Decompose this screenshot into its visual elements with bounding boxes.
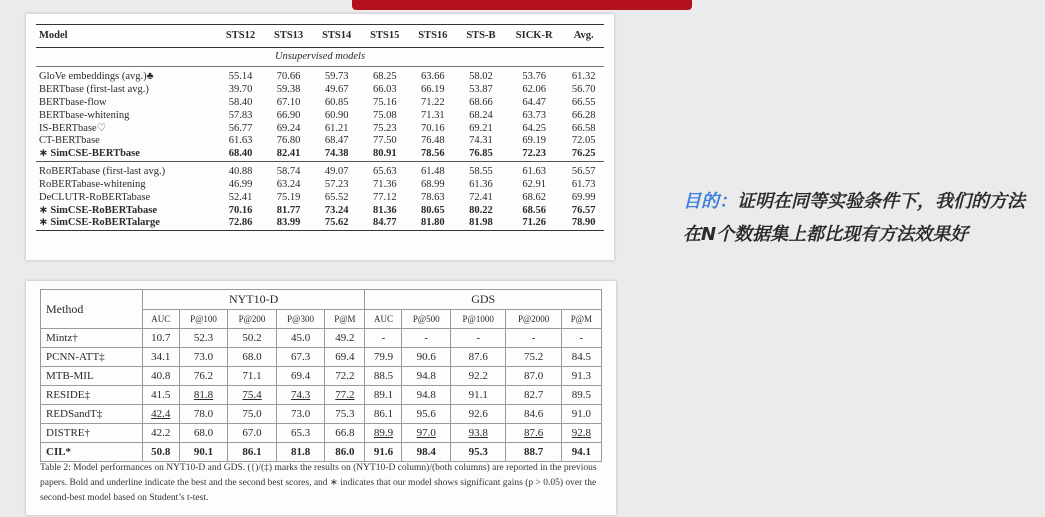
score-cell: 84.77 bbox=[372, 217, 397, 229]
score-cell: 80.65 bbox=[421, 204, 445, 216]
score-cell: 72.23 bbox=[522, 148, 546, 160]
score-cell: 78.90 bbox=[571, 217, 596, 229]
table-row bbox=[36, 135, 604, 148]
score-cell: 57.83 bbox=[228, 109, 253, 121]
table-row bbox=[41, 424, 602, 443]
score-cell: 64.47 bbox=[522, 96, 546, 108]
score-cell: 81.8 bbox=[179, 386, 228, 405]
score-cell: 73.0 bbox=[179, 348, 228, 367]
score-cell: 68.47 bbox=[324, 135, 349, 147]
score-cell: 67.10 bbox=[276, 96, 301, 108]
table-caption: Table 2: Model performances on NYT10-D and GDS. ({)/(‡) marks the results on (NYT10-D column)/(both columns) are reported in the previous papers. Bold and underline indicate the best and the second best scores, and ∗ indicates that our model shows significant gains (p > 0.05) over the second-best model based on Student’s t-test. bbox=[40, 463, 597, 503]
score-cell: 94.8 bbox=[402, 367, 451, 386]
score-cell: 66.90 bbox=[276, 109, 301, 121]
subheader-cell: P@1000 bbox=[451, 310, 506, 329]
subheader-cell: P@500 bbox=[402, 310, 451, 329]
score-cell: 70.16 bbox=[421, 122, 445, 134]
score-cell: 56.70 bbox=[571, 83, 596, 95]
score-cell: 53.76 bbox=[522, 71, 546, 82]
score-cell: 82.7 bbox=[506, 386, 561, 405]
score-cell: 66.19 bbox=[421, 83, 445, 95]
column-header: STS12 bbox=[225, 30, 256, 41]
score-cell: 61.73 bbox=[571, 178, 596, 190]
score-cell: 93.8 bbox=[451, 424, 506, 443]
score-cell: 84.5 bbox=[561, 348, 601, 367]
column-header: STS-B bbox=[466, 30, 496, 41]
score-cell: 76.48 bbox=[421, 135, 445, 147]
score-cell: 56.77 bbox=[228, 122, 253, 134]
table-row bbox=[36, 67, 604, 84]
score-cell: 95.6 bbox=[402, 405, 451, 424]
score-cell: 75.4 bbox=[228, 386, 277, 405]
relation-extraction-table-image bbox=[26, 281, 616, 515]
score-cell: 87.6 bbox=[451, 348, 506, 367]
score-cell: 88.5 bbox=[365, 367, 402, 386]
score-cell: 80.22 bbox=[469, 204, 493, 216]
method-name-cell: Mintz† bbox=[41, 329, 143, 348]
score-cell: 65.52 bbox=[324, 191, 349, 203]
score-cell: 91.6 bbox=[365, 443, 402, 462]
sts-results-table bbox=[36, 24, 604, 231]
score-cell: 60.90 bbox=[324, 109, 349, 121]
score-cell: 75.2 bbox=[506, 348, 561, 367]
score-cell: 49.67 bbox=[324, 83, 349, 95]
score-cell: 60.85 bbox=[324, 96, 349, 108]
sts-results-table-image bbox=[26, 14, 614, 260]
score-cell: 72.2 bbox=[325, 367, 365, 386]
score-cell: 62.91 bbox=[522, 178, 546, 190]
score-cell: 72.86 bbox=[228, 217, 253, 229]
column-header: STS13 bbox=[274, 30, 304, 41]
score-cell: 68.40 bbox=[228, 148, 253, 160]
column-header: STS14 bbox=[322, 30, 352, 41]
score-cell: 58.74 bbox=[276, 165, 301, 177]
score-cell: 90.1 bbox=[179, 443, 228, 462]
score-cell: 73.0 bbox=[276, 405, 325, 424]
score-cell: 61.32 bbox=[571, 71, 596, 82]
table-header-row bbox=[36, 25, 604, 48]
score-cell: - bbox=[402, 329, 451, 348]
method-name-cell: RESIDE‡ bbox=[41, 386, 143, 405]
group-header-gds: GDS bbox=[365, 290, 602, 310]
annotation-lead: 目的： bbox=[683, 191, 737, 212]
score-cell: 69.4 bbox=[276, 367, 325, 386]
annotation-body: 证明在同等实验条件下，我们的方法在N个数据集上都比现有方法效果好 bbox=[683, 191, 1025, 245]
table-row bbox=[41, 443, 602, 462]
score-cell: 58.02 bbox=[469, 71, 493, 82]
score-cell: 58.40 bbox=[228, 96, 253, 108]
score-cell: 75.3 bbox=[325, 405, 365, 424]
score-cell: 76.80 bbox=[276, 135, 301, 147]
score-cell: 50.8 bbox=[142, 443, 179, 462]
model-name-cell: ∗ SimCSE-RoBERTabase bbox=[39, 204, 158, 216]
score-cell: 77.2 bbox=[325, 386, 365, 405]
score-cell: 81.77 bbox=[276, 204, 301, 216]
score-cell: 90.6 bbox=[402, 348, 451, 367]
score-cell: 75.08 bbox=[372, 109, 397, 121]
score-cell: 91.0 bbox=[561, 405, 601, 424]
model-name-cell: BERTbase-whitening bbox=[39, 109, 130, 121]
score-cell: 78.63 bbox=[421, 191, 445, 203]
model-name-cell: BERTbase (first-last avg.) bbox=[39, 83, 149, 95]
subheader-cell: P@M bbox=[561, 310, 601, 329]
score-cell: 72.41 bbox=[469, 191, 493, 203]
score-cell: 89.1 bbox=[365, 386, 402, 405]
score-cell: 92.2 bbox=[451, 367, 506, 386]
score-cell: 91.1 bbox=[451, 386, 506, 405]
table-row bbox=[41, 329, 602, 348]
score-cell: 69.24 bbox=[276, 122, 301, 134]
group-header-nyt10d: NYT10-D bbox=[142, 290, 365, 310]
score-cell: 75.16 bbox=[372, 96, 397, 108]
model-name-cell: ∗ SimCSE-BERTbase bbox=[39, 148, 140, 160]
score-cell: 75.62 bbox=[324, 217, 349, 229]
column-header: Model bbox=[39, 30, 68, 41]
score-cell: 77.50 bbox=[372, 135, 397, 147]
score-cell: 68.56 bbox=[522, 204, 546, 216]
score-cell: 75.0 bbox=[228, 405, 277, 424]
score-cell: - bbox=[365, 329, 402, 348]
score-cell: 95.3 bbox=[451, 443, 506, 462]
score-cell: 89.5 bbox=[561, 386, 601, 405]
table-row bbox=[36, 122, 604, 135]
score-cell: 81.8 bbox=[276, 443, 325, 462]
score-cell: 63.24 bbox=[276, 178, 301, 190]
score-cell: 87.6 bbox=[506, 424, 561, 443]
score-cell: 74.3 bbox=[276, 386, 325, 405]
model-name-cell: RoBERTabase (first-last avg.) bbox=[39, 165, 166, 177]
score-cell: 49.2 bbox=[325, 329, 365, 348]
score-cell: 86.1 bbox=[228, 443, 277, 462]
score-cell: 64.25 bbox=[522, 122, 546, 134]
score-cell: 86.0 bbox=[325, 443, 365, 462]
score-cell: 52.3 bbox=[179, 329, 228, 348]
model-name-cell: BERTbase-flow bbox=[39, 96, 107, 108]
score-cell: 73.24 bbox=[324, 204, 349, 216]
score-cell: 71.36 bbox=[372, 178, 397, 190]
subheader-cell: P@100 bbox=[179, 310, 228, 329]
score-cell: 40.8 bbox=[142, 367, 179, 386]
score-cell: 66.8 bbox=[325, 424, 365, 443]
score-cell: 67.0 bbox=[228, 424, 277, 443]
table-row bbox=[36, 179, 604, 192]
score-cell: 81.36 bbox=[372, 204, 397, 216]
score-cell: 76.85 bbox=[469, 148, 493, 160]
score-cell: 82.41 bbox=[276, 148, 301, 160]
score-cell: 71.31 bbox=[421, 109, 445, 121]
score-cell: 61.48 bbox=[421, 165, 445, 177]
score-cell: 75.19 bbox=[276, 191, 301, 203]
score-cell: 68.62 bbox=[522, 191, 546, 203]
table-row bbox=[36, 97, 604, 110]
method-name-cell: DISTRE† bbox=[41, 424, 143, 443]
score-cell: 94.1 bbox=[561, 443, 601, 462]
score-cell: 71.26 bbox=[522, 217, 546, 229]
score-cell: 94.8 bbox=[402, 386, 451, 405]
score-cell: 40.88 bbox=[228, 165, 253, 177]
score-cell: 83.99 bbox=[276, 217, 301, 229]
score-cell: 78.56 bbox=[421, 148, 445, 160]
table-row bbox=[36, 109, 604, 122]
score-cell: 84.6 bbox=[506, 405, 561, 424]
score-cell: 34.1 bbox=[142, 348, 179, 367]
baseline-roberta-group bbox=[36, 161, 604, 230]
score-cell: 66.03 bbox=[372, 83, 397, 95]
score-cell: 61.63 bbox=[522, 165, 546, 177]
model-name-cell: ∗ SimCSE-RoBERTalarge bbox=[39, 217, 160, 229]
subheader-cell: P@2000 bbox=[506, 310, 561, 329]
score-cell: 57.23 bbox=[324, 178, 349, 190]
score-cell: 89.9 bbox=[365, 424, 402, 443]
subheader-cell: P@M bbox=[325, 310, 365, 329]
score-cell: 81.98 bbox=[469, 217, 493, 229]
score-cell: 76.2 bbox=[179, 367, 228, 386]
subheader-cell: P@300 bbox=[276, 310, 325, 329]
score-cell: 68.66 bbox=[469, 96, 493, 108]
method-name-cell: PCNN-ATT‡ bbox=[41, 348, 143, 367]
score-cell: - bbox=[451, 329, 506, 348]
score-cell: 61.36 bbox=[469, 178, 493, 190]
score-cell: 59.73 bbox=[324, 71, 349, 82]
section-row bbox=[36, 47, 604, 67]
model-name-cell: DeCLUTR-RoBERTabase bbox=[39, 191, 151, 203]
score-cell: 45.0 bbox=[276, 329, 325, 348]
score-cell: 66.28 bbox=[571, 109, 596, 121]
score-cell: 86.1 bbox=[365, 405, 402, 424]
table-row bbox=[36, 84, 604, 97]
score-cell: 74.31 bbox=[469, 135, 493, 147]
subheader-cell: AUC bbox=[365, 310, 402, 329]
score-cell: 61.21 bbox=[324, 122, 349, 134]
annotation-text bbox=[683, 185, 1033, 251]
subheader-cell: AUC bbox=[142, 310, 179, 329]
relation-extraction-table bbox=[40, 289, 602, 462]
score-cell: 71.22 bbox=[421, 96, 445, 108]
table-row bbox=[41, 386, 602, 405]
score-cell: 56.57 bbox=[571, 165, 596, 177]
score-cell: 74.38 bbox=[324, 148, 349, 160]
score-cell: 98.4 bbox=[402, 443, 451, 462]
score-cell: 81.80 bbox=[421, 217, 445, 229]
score-cell: 66.58 bbox=[571, 122, 596, 134]
score-cell: 55.14 bbox=[228, 71, 253, 82]
score-cell: 88.7 bbox=[506, 443, 561, 462]
score-cell: 78.0 bbox=[179, 405, 228, 424]
subheader-cell: P@200 bbox=[228, 310, 277, 329]
score-cell: 70.16 bbox=[228, 204, 253, 216]
score-cell: 65.3 bbox=[276, 424, 325, 443]
score-cell: 68.24 bbox=[469, 109, 493, 121]
score-cell: 68.0 bbox=[179, 424, 228, 443]
score-cell: 46.99 bbox=[228, 178, 253, 190]
column-header: SICK-R bbox=[515, 30, 553, 41]
slide-title-bar bbox=[352, 0, 692, 10]
score-cell: 53.87 bbox=[469, 83, 493, 95]
column-header: Avg. bbox=[573, 30, 594, 41]
score-cell: 63.73 bbox=[522, 109, 546, 121]
score-cell: 58.55 bbox=[469, 165, 493, 177]
score-cell: 76.25 bbox=[571, 148, 596, 160]
score-cell: 42.4 bbox=[142, 405, 179, 424]
score-cell: 49.07 bbox=[324, 165, 349, 177]
model-name-cell: IS-BERTbase♡ bbox=[39, 122, 107, 134]
score-cell: 79.9 bbox=[365, 348, 402, 367]
score-cell: 65.63 bbox=[372, 165, 397, 177]
score-cell: 72.05 bbox=[571, 135, 596, 147]
model-name-cell: RoBERTabase-whitening bbox=[39, 178, 146, 190]
table-row bbox=[36, 217, 604, 230]
model-name-cell: GloVe embeddings (avg.)♣ bbox=[39, 71, 154, 82]
score-cell: 59.38 bbox=[276, 83, 301, 95]
score-cell: 61.63 bbox=[228, 135, 253, 147]
score-cell: 69.19 bbox=[522, 135, 546, 147]
score-cell: 41.5 bbox=[142, 386, 179, 405]
score-cell: 39.70 bbox=[228, 83, 253, 95]
score-cell: 42.2 bbox=[142, 424, 179, 443]
score-cell: 80.91 bbox=[372, 148, 397, 160]
score-cell: 10.7 bbox=[142, 329, 179, 348]
method-name-cell: REDSandT‡ bbox=[41, 405, 143, 424]
score-cell: 66.55 bbox=[571, 96, 596, 108]
score-cell: 70.66 bbox=[276, 71, 301, 82]
baseline-bert-group bbox=[36, 67, 604, 162]
table-row bbox=[36, 192, 604, 205]
table-row bbox=[36, 161, 604, 178]
score-cell: 69.4 bbox=[325, 348, 365, 367]
score-cell: 52.41 bbox=[228, 191, 253, 203]
score-cell: 63.66 bbox=[421, 71, 445, 82]
table-row bbox=[41, 348, 602, 367]
score-cell: 92.8 bbox=[561, 424, 601, 443]
model-name-cell: CT-BERTbase bbox=[39, 135, 100, 147]
section-label: Unsupervised models bbox=[36, 47, 604, 67]
score-cell: - bbox=[506, 329, 561, 348]
method-header: Method bbox=[41, 290, 143, 329]
table-row bbox=[41, 405, 602, 424]
score-cell: 68.0 bbox=[228, 348, 277, 367]
table-row bbox=[36, 148, 604, 161]
score-cell: 76.57 bbox=[571, 204, 596, 216]
table-row bbox=[41, 367, 602, 386]
table-row bbox=[36, 204, 604, 217]
score-cell: 62.06 bbox=[522, 83, 546, 95]
score-cell: 69.99 bbox=[571, 191, 596, 203]
score-cell: 92.6 bbox=[451, 405, 506, 424]
score-cell: 68.25 bbox=[372, 71, 397, 82]
column-header: STS16 bbox=[418, 30, 448, 41]
score-cell: 69.21 bbox=[469, 122, 493, 134]
score-cell: 75.23 bbox=[372, 122, 397, 134]
table-group-header-row bbox=[41, 290, 602, 310]
score-cell: 71.1 bbox=[228, 367, 277, 386]
score-cell: 77.12 bbox=[372, 191, 397, 203]
score-cell: 87.0 bbox=[506, 367, 561, 386]
score-cell: 91.3 bbox=[561, 367, 601, 386]
score-cell: 50.2 bbox=[228, 329, 277, 348]
relation-extraction-body bbox=[41, 329, 602, 462]
method-name-cell: MTB-MIL bbox=[41, 367, 143, 386]
method-name-cell: CIL* bbox=[41, 443, 143, 462]
score-cell: 97.0 bbox=[402, 424, 451, 443]
score-cell: 68.99 bbox=[421, 178, 445, 190]
column-header: STS15 bbox=[370, 30, 400, 41]
score-cell: - bbox=[561, 329, 601, 348]
score-cell: 67.3 bbox=[276, 348, 325, 367]
